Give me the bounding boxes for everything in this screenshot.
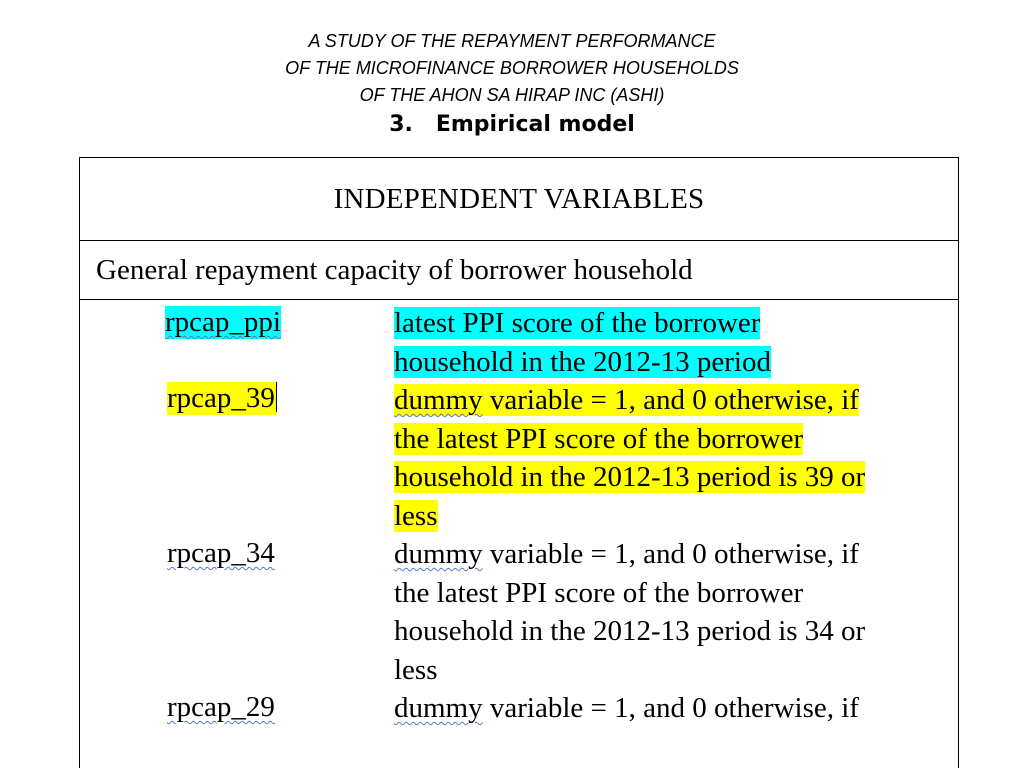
variable-description (394, 381, 954, 535)
desc-first-rest: variable = 1, and 0 otherwise, if (482, 692, 859, 724)
desc-line (394, 384, 859, 416)
variable-name: rpcap_ppi (165, 306, 281, 338)
text-cursor (276, 382, 278, 412)
variable-name: rpcap_29 (167, 691, 275, 723)
variable-name (167, 382, 277, 415)
variable-name: rpcap_34 (167, 537, 275, 569)
desc-first-word: dummy (394, 384, 483, 416)
variable-name-text: rpcap_39 (167, 382, 275, 414)
slide-header (0, 28, 1024, 140)
desc-line: the latest PPI score of the borrower (394, 576, 804, 609)
desc-line: less (394, 653, 438, 686)
desc-first-rest: variable = 1, and 0 otherwise, if (482, 538, 859, 570)
desc-line (394, 692, 859, 724)
title-line-2: OF THE MICROFINANCE BORROWER HOUSEHOLDS (285, 58, 739, 78)
category-label: General repayment capacity of borrower household (80, 241, 958, 300)
desc-line: latest PPI score of the borrower (394, 307, 761, 339)
desc-first-word: dummy (394, 538, 483, 570)
title-line-1: A STUDY OF THE REPAYMENT PERFORMANCE (308, 31, 716, 51)
variable-description (394, 304, 954, 381)
title-line-3: OF THE AHON SA HIRAP INC (ASHI) (359, 85, 665, 105)
desc-line: less (394, 499, 438, 532)
variable-description (394, 535, 954, 689)
variables-table (79, 157, 959, 768)
variable-description (394, 689, 954, 728)
desc-line (394, 538, 859, 570)
section-heading: 3. Empirical model (389, 112, 635, 137)
desc-line: household in the 2012-13 period is 39 or (394, 461, 866, 493)
table-heading: INDEPENDENT VARIABLES (80, 158, 958, 241)
desc-line: the latest PPI score of the borrower (394, 422, 804, 455)
desc-first-rest: variable = 1, and 0 otherwise, if (482, 384, 859, 416)
desc-first-word: dummy (394, 692, 483, 724)
desc-line: household in the 2012-13 period is 34 or (394, 615, 866, 647)
desc-line: household in the 2012-13 period (394, 345, 771, 378)
